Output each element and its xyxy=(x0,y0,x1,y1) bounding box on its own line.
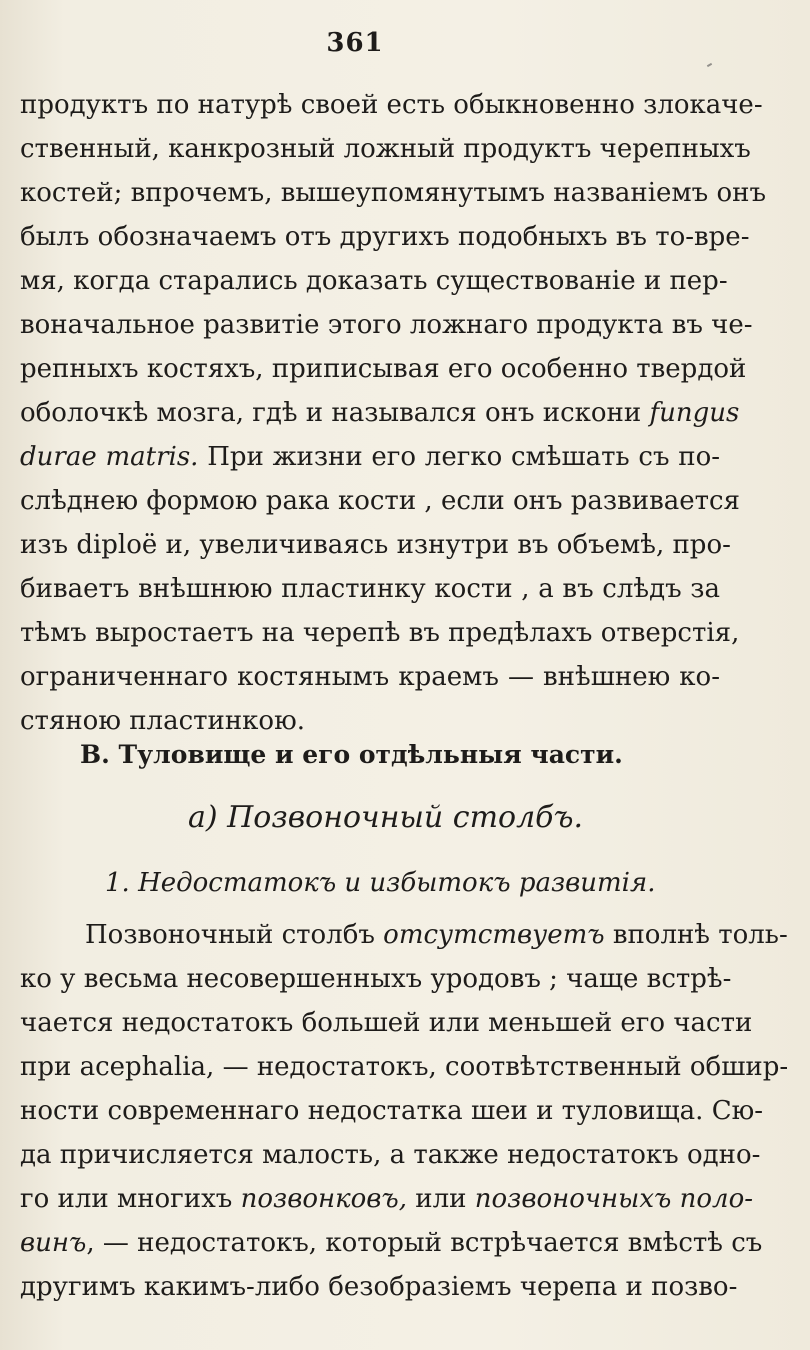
text-line: изъ diploë и, увеличиваясь изнутри въ объемѣ, про- xyxy=(20,530,731,560)
text-line xyxy=(20,1228,763,1258)
text-span: Позвоночный столбъ xyxy=(85,920,375,950)
latin-term: fungus xyxy=(649,398,740,428)
text-line: костей; впрочемъ, вышеупомянутымъ названіемъ онъ xyxy=(20,178,766,208)
text-span: или xyxy=(415,1184,467,1214)
text-line: при acephalia, — недостатокъ, соотвѣтственный обшир- xyxy=(20,1052,789,1082)
text-line: продуктъ по натурѣ своей есть обыкновенно злокаче- xyxy=(20,90,763,120)
text-line: да причисляется малость, а также недостатокъ одно- xyxy=(20,1140,761,1170)
text-line: ко у весьма несовершенныхъ уродовъ ; чаще встрѣ- xyxy=(20,964,732,994)
text-line: ности современнаго недостатка шеи и туловища. Сю- xyxy=(20,1096,764,1126)
latin-term: durae xyxy=(20,442,97,472)
emphasis: отсутствуетъ xyxy=(383,920,605,950)
text-line: биваетъ внѣшнюю пластинку кости , а въ слѣдъ за xyxy=(20,574,720,604)
text-span: вполнѣ толь- xyxy=(612,920,788,950)
page-number: 361 xyxy=(326,28,384,58)
emphasis: позвонковъ, xyxy=(240,1184,408,1214)
ink-speck xyxy=(707,63,712,67)
text-line xyxy=(20,398,740,428)
text-span: оболочкѣ мозга, гдѣ и назывался онъ искони xyxy=(20,398,642,428)
text-line: ограниченнаго костянымъ краемъ — внѣшнею ко- xyxy=(20,662,720,692)
latin-term: matris. xyxy=(105,442,199,472)
emphasis: винъ xyxy=(20,1228,87,1258)
text-span: го или многихъ xyxy=(20,1184,233,1214)
heading-text: 1. Недостатокъ и избытокъ развитія. xyxy=(105,868,656,898)
text-line xyxy=(20,442,720,472)
text-line: ственный, канкрозный ложный продуктъ черепныхъ xyxy=(20,134,751,164)
text-line: другимъ какимъ-либо безобразіемъ черепа и позво- xyxy=(20,1272,738,1302)
text-line: репныхъ костяхъ, приписывая его особенно твердой xyxy=(20,354,747,384)
text-line xyxy=(85,920,788,950)
text-line: мя, когда старались доказать существованіе и пер- xyxy=(20,266,728,296)
subsubsection-heading xyxy=(105,868,655,898)
text-line: былъ обозначаемъ отъ другихъ подобныхъ въ то-вре- xyxy=(20,222,750,252)
text-line: тѣмъ выростаетъ на черепѣ въ предѣлахъ отверстія, xyxy=(20,618,740,648)
text-line: слѣднею формою рака кости , если онъ развивается xyxy=(20,486,740,516)
text-line: стяною пластинкою. xyxy=(20,706,305,736)
text-span: , — недостатокъ, который встрѣчается вмѣстѣ съ xyxy=(86,1228,763,1258)
text-line: воначальное развитіе этого ложнаго продукта въ че- xyxy=(20,310,753,340)
subsection-heading: a) Позвоночный столбъ. xyxy=(188,800,584,835)
emphasis: позвоночныхъ поло- xyxy=(474,1184,754,1214)
text-span: При жизни его легко смѣшать съ по- xyxy=(207,442,721,472)
text-line: чается недостатокъ большей или меньшей его части xyxy=(20,1008,753,1038)
text-line xyxy=(20,1184,754,1214)
section-heading: B. Туловище и его отдѣльныя части. xyxy=(80,740,623,769)
